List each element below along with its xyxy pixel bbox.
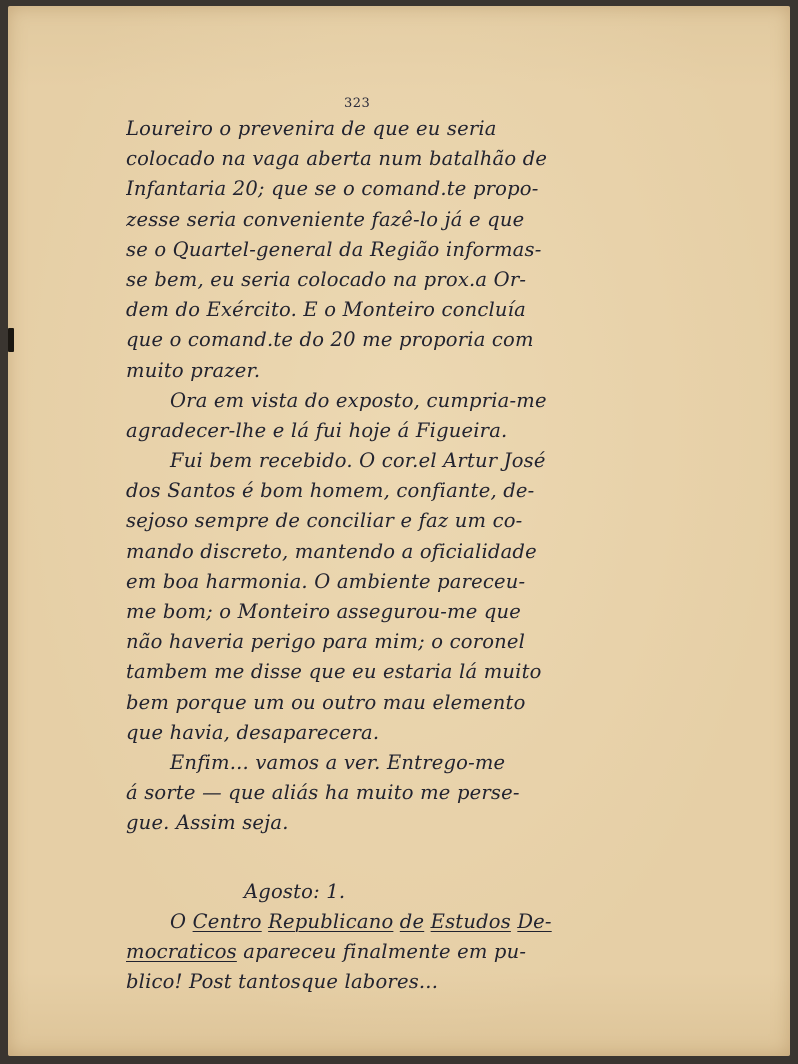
text-line	[126, 937, 616, 967]
text-line: gue. Assim seja.	[126, 811, 289, 835]
text-line: zesse seria conveniente fazê-lo já e que	[126, 207, 525, 231]
text-line: agradecer-lhe e lá fui hoje á Figueira.	[126, 418, 508, 442]
underlined-word: Republicano	[268, 909, 394, 933]
text-line: Enfim... vamos a ver. Entrego-me	[170, 750, 506, 774]
underlined-word: mocraticos	[126, 939, 237, 963]
text-line: não haveria perigo para mim; o coronel	[126, 630, 526, 654]
underlined-word: De-	[517, 909, 552, 933]
manuscript-page	[8, 6, 790, 1056]
text-line: Infantaria 20; que se o comand.te propo-	[126, 177, 539, 201]
paragraph	[126, 386, 616, 446]
underlined-word: Estudos	[430, 909, 511, 933]
text-line: muito prazer.	[126, 358, 261, 382]
handwritten-text	[126, 114, 616, 997]
text-fragment: apareceu finalmente em pu-	[243, 939, 527, 963]
text-fragment: O	[170, 909, 187, 933]
paragraph	[126, 446, 616, 748]
text-line: Loureiro o prevenira de que eu seria	[126, 117, 497, 140]
text-line: á sorte — que aliás ha muito me perse-	[126, 781, 520, 805]
underlined-word: Centro	[192, 909, 262, 933]
section-gap	[126, 839, 616, 877]
text-line: se bem, eu seria colocado na prox.a Or-	[126, 267, 527, 291]
page-number: 323	[344, 96, 371, 111]
text-line: que havia, desaparecera.	[126, 720, 380, 744]
paragraph	[126, 907, 616, 998]
text-line: me bom; o Monteiro assegurou-me que	[126, 600, 522, 623]
text-line: se o Quartel-general da Região informas-	[126, 237, 542, 261]
date-heading: Agosto: 1.	[244, 879, 346, 903]
text-line: colocado na vaga aberta num batalhão de	[126, 147, 548, 171]
text-line: sejoso sempre de conciliar e faz um co-	[126, 509, 523, 533]
text-line: que o comand.te do 20 me proporia com	[126, 328, 534, 352]
text-line: em boa harmonia. O ambiente pareceu-	[126, 569, 526, 593]
text-line: bem porque um ou outro mau elemento	[126, 690, 526, 714]
text-line: dem do Exército. E o Monteiro concluía	[126, 298, 526, 322]
text-line: Fui bem recebido. O cor.el Artur José	[170, 449, 546, 473]
paragraph	[126, 748, 616, 839]
text-line: dos Santos é bom homem, confiante, de-	[126, 479, 535, 503]
text-line: mando discreto, mantendo a oficialidade	[126, 539, 537, 563]
text-line: Ora em vista do exposto, cumpria-me	[170, 388, 547, 412]
paragraph	[126, 114, 616, 386]
underlined-word: de	[399, 909, 425, 933]
binding-mark	[8, 328, 14, 352]
text-line	[126, 907, 616, 937]
text-line: tambem me disse que eu estaria lá muito	[126, 660, 542, 684]
text-line: blico! Post tantosque labores...	[126, 970, 439, 994]
